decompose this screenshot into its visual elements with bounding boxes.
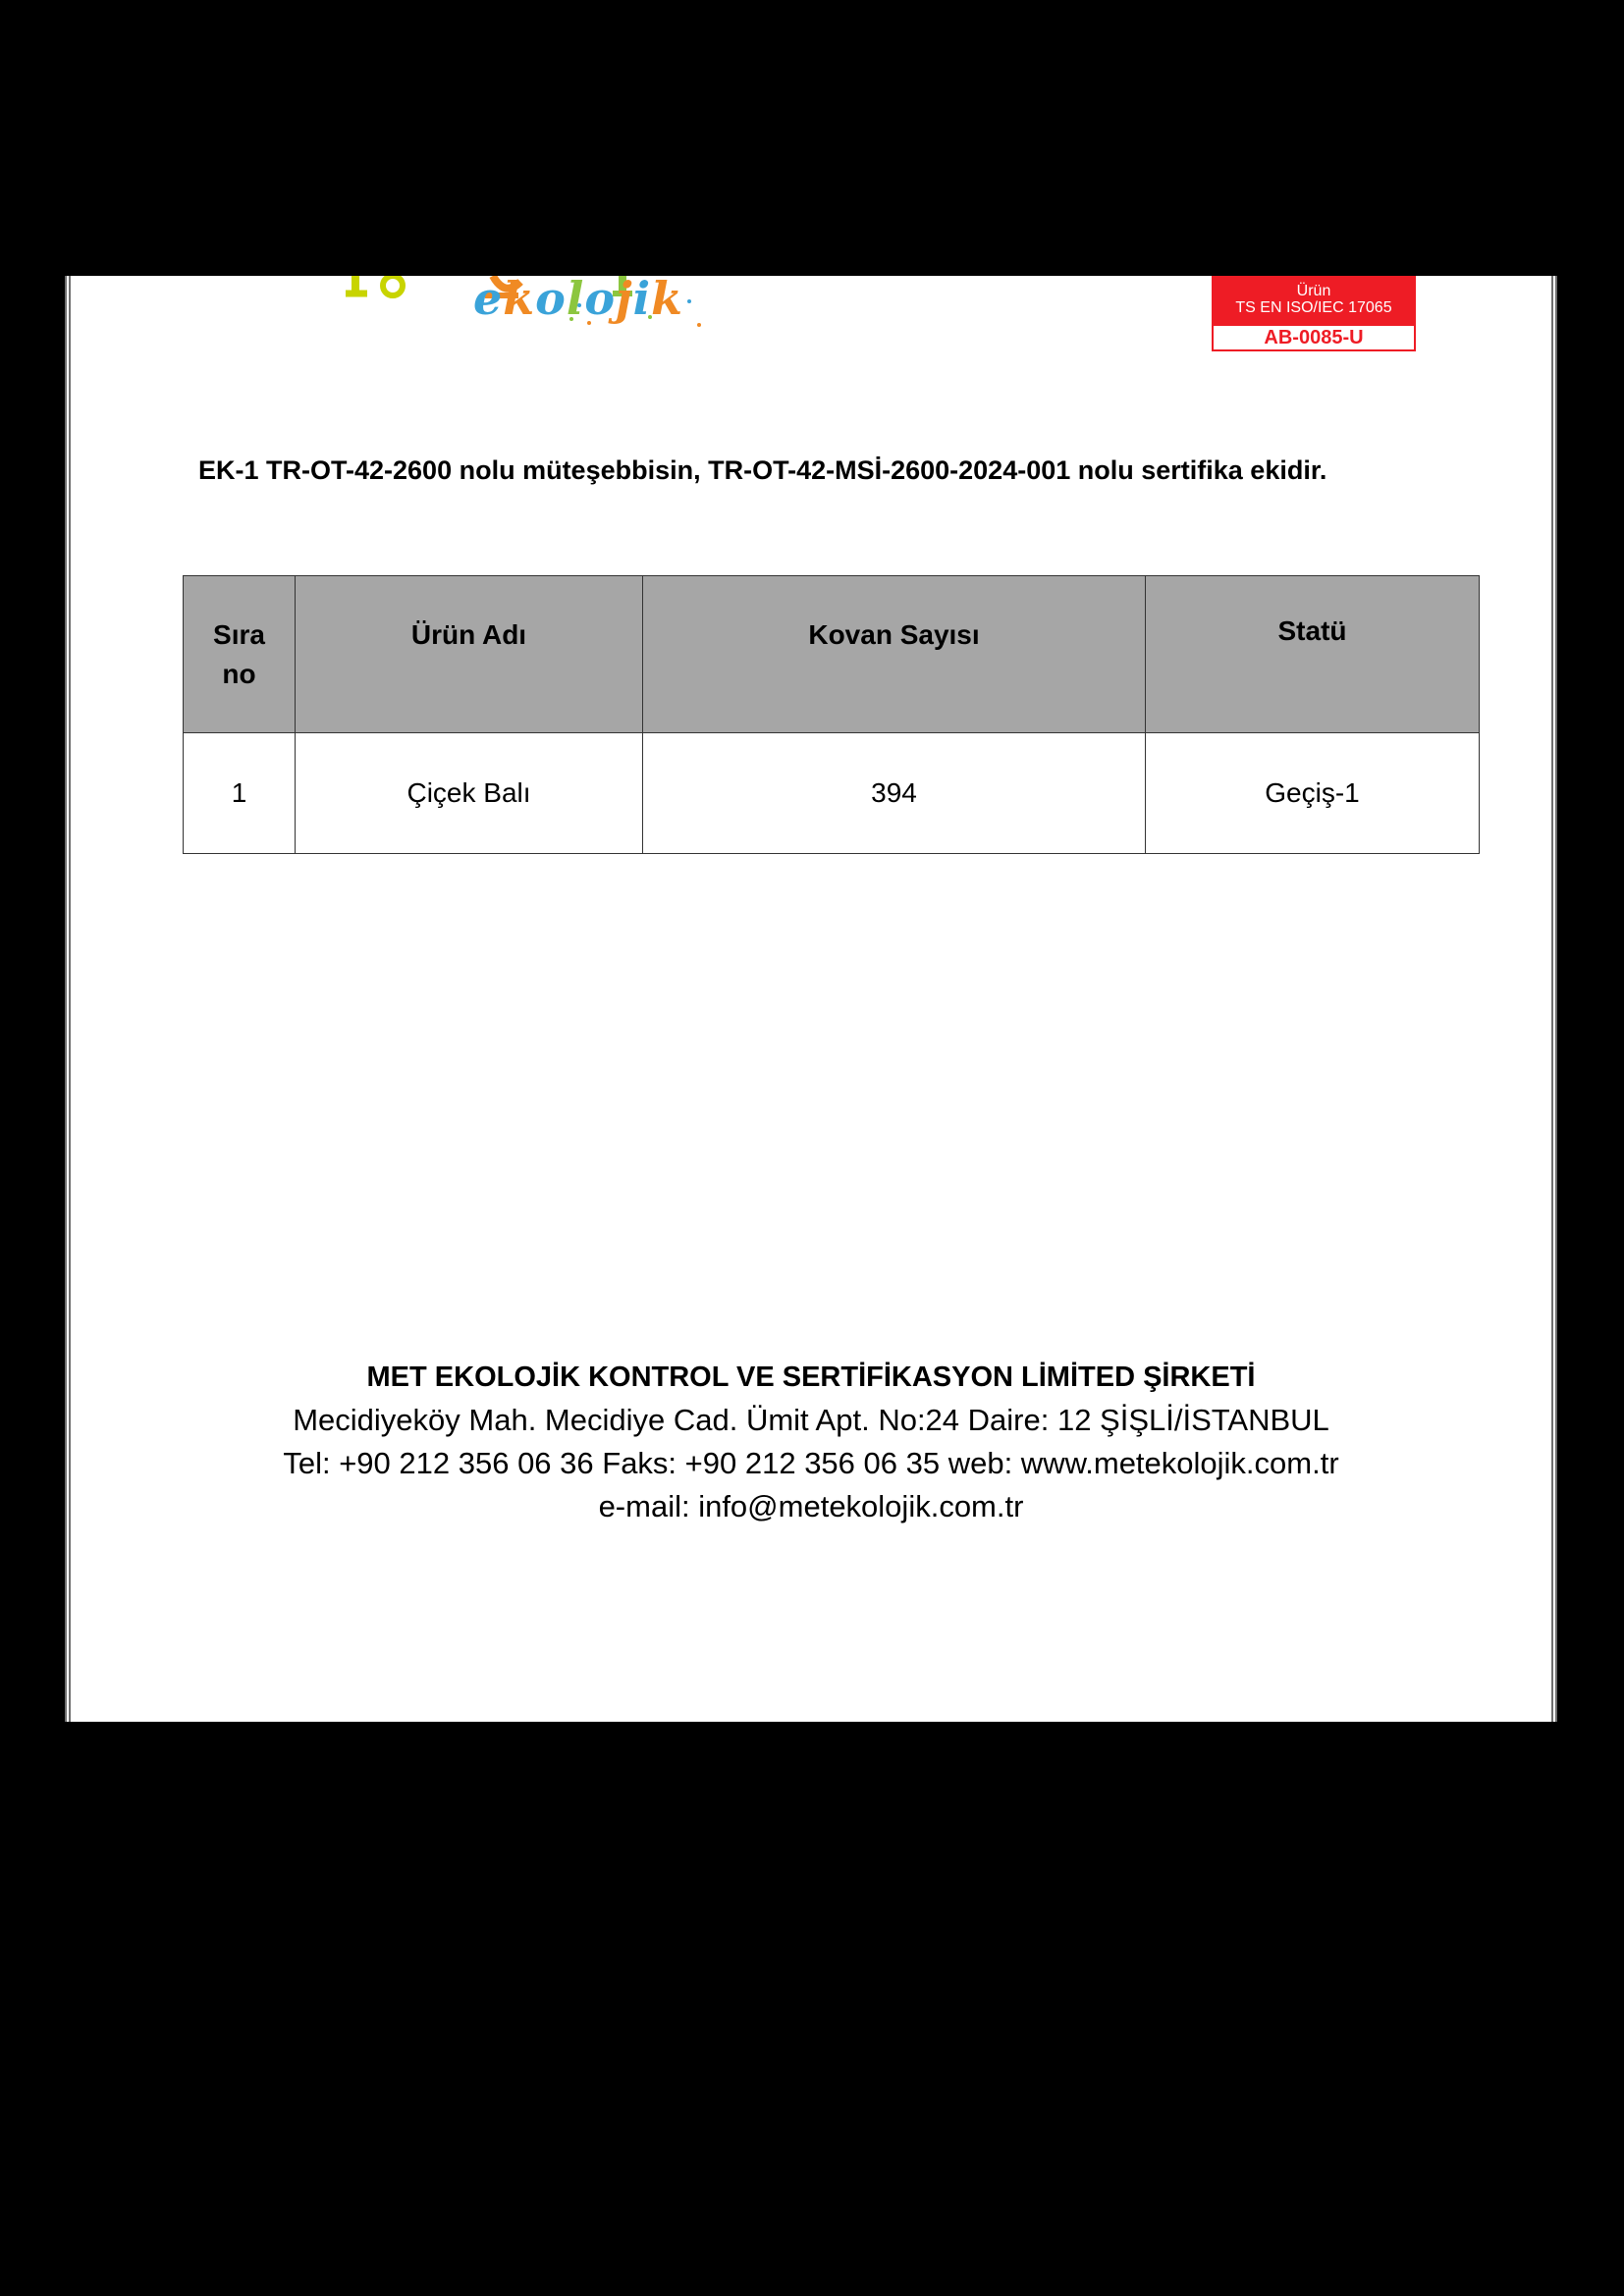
accreditation-line-2: TS EN ISO/IEC 17065 (1235, 299, 1392, 316)
logo-letter: k (651, 276, 684, 325)
accreditation-code: AB-0085-U (1214, 326, 1414, 349)
logo-letter: e (473, 276, 504, 325)
document-page (65, 276, 1557, 1722)
header-urun-adi: Ürün Adı (296, 576, 643, 733)
cell-sira-no: 1 (184, 733, 296, 854)
table-row (184, 733, 1480, 854)
document-heading: EK-1 TR-OT-42-2600 nolu müteşebbisin, TR-OT-42-MSİ-2600-2024-001 nolu sertifika ekidir. (198, 455, 1327, 485)
logo-letter: o (584, 276, 617, 325)
accreditation-line-1: Ürün (1296, 283, 1331, 299)
company-footer (71, 1356, 1551, 1528)
logo-wordmark (473, 276, 683, 325)
company-name: MET EKOLOJİK KONTROL VE SERTİFİKASYON LİMİTED ŞİRKETİ (366, 1362, 1256, 1393)
logo-letter: l (566, 276, 585, 325)
company-address: Mecidiyeköy Mah. Mecidiye Cad. Ümit Apt. No:24 Daire: 12 ŞİŞLİ/İSTANBUL (293, 1403, 1329, 1437)
logo-letter: i (632, 276, 652, 325)
header-statu: Statü (1146, 576, 1480, 733)
header-sira-no: Sıra no (184, 576, 296, 733)
logo-letter: j (616, 276, 633, 325)
cell-kovan-sayisi: 394 (643, 733, 1146, 854)
accreditation-badge (1212, 276, 1416, 351)
header-kovan-sayisi: Kovan Sayısı (643, 576, 1146, 733)
product-table (183, 575, 1480, 854)
cell-statu: Geçiş-1 (1146, 733, 1480, 854)
cell-urun-adi: Çiçek Balı (296, 733, 643, 854)
company-contact: Tel: +90 212 356 06 36 Faks: +90 212 356 06 35 web: www.metekolojik.com.tr (283, 1446, 1339, 1480)
logo-letter: k (503, 276, 536, 325)
table-header-row (184, 576, 1480, 733)
company-email: e-mail: info@metekolojik.com.tr (598, 1489, 1024, 1523)
logo-letter: o (535, 276, 567, 325)
